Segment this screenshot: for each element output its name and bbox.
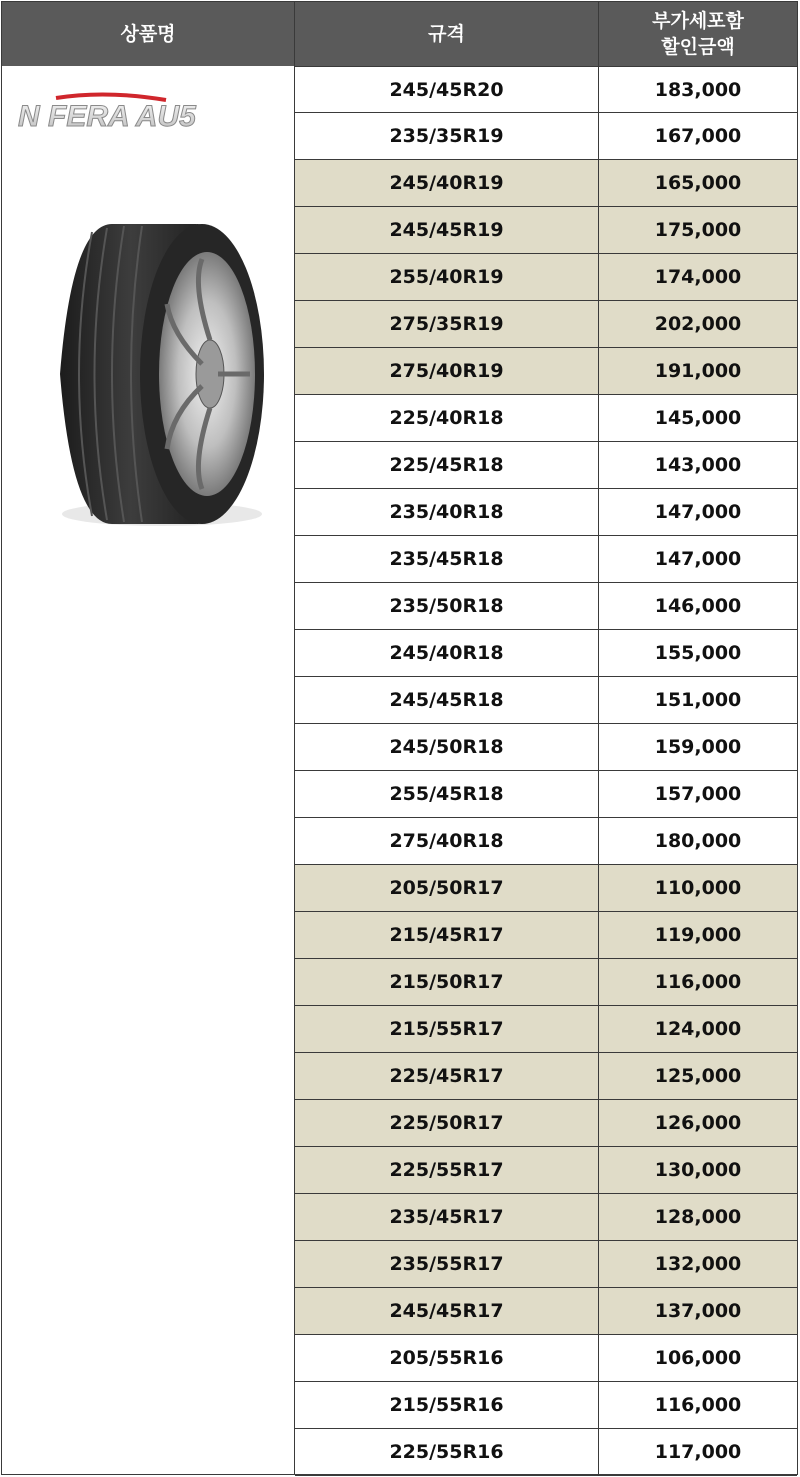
price-cell: 125,000 bbox=[654, 1065, 742, 1087]
price-cell: 174,000 bbox=[654, 266, 742, 288]
price-cell: 132,000 bbox=[654, 1253, 742, 1275]
price-cell: 167,000 bbox=[654, 125, 742, 147]
size-cell: 275/35R19 bbox=[295, 301, 599, 347]
table-row bbox=[295, 630, 797, 677]
size-cell: 225/45R17 bbox=[295, 1053, 599, 1099]
tire-image bbox=[52, 214, 267, 534]
price-cell: 128,000 bbox=[654, 1206, 742, 1228]
price-cell: 116,000 bbox=[654, 1394, 742, 1416]
size-cell: 235/55R17 bbox=[295, 1241, 599, 1287]
price-cell: 157,000 bbox=[654, 783, 742, 805]
size-cell: 275/40R18 bbox=[295, 818, 599, 864]
table-row bbox=[295, 724, 797, 771]
table-row bbox=[295, 1100, 797, 1147]
table-row bbox=[295, 959, 797, 1006]
price-cell: 155,000 bbox=[654, 642, 742, 664]
price-cell: 151,000 bbox=[654, 689, 742, 711]
size-cell: 245/45R19 bbox=[295, 207, 599, 253]
price-table bbox=[1, 1, 798, 1475]
price-cell: 147,000 bbox=[654, 548, 742, 570]
price-cell: 110,000 bbox=[654, 877, 742, 899]
size-cell: 215/55R16 bbox=[295, 1382, 599, 1428]
header-price-line2: 할인금액 bbox=[661, 36, 735, 58]
size-cell: 215/50R17 bbox=[295, 959, 599, 1005]
size-cell: 235/40R18 bbox=[295, 489, 599, 535]
table-row bbox=[295, 1335, 797, 1382]
size-cell: 205/50R17 bbox=[295, 865, 599, 911]
size-cell: 225/55R17 bbox=[295, 1147, 599, 1193]
table-row bbox=[295, 818, 797, 865]
size-cell: 225/45R18 bbox=[295, 442, 599, 488]
price-cell: 124,000 bbox=[654, 1018, 742, 1040]
table-row bbox=[295, 912, 797, 959]
product-cell bbox=[2, 66, 295, 1474]
table-row bbox=[295, 395, 797, 442]
table-row bbox=[295, 1382, 797, 1429]
price-cell: 116,000 bbox=[654, 971, 742, 993]
price-cell: 106,000 bbox=[654, 1347, 742, 1369]
table-row bbox=[295, 1241, 797, 1288]
table-row bbox=[295, 207, 797, 254]
table-row bbox=[295, 113, 797, 160]
header-price bbox=[599, 2, 797, 66]
table-row bbox=[295, 1147, 797, 1194]
price-cell: 147,000 bbox=[654, 501, 742, 523]
size-cell: 235/45R17 bbox=[295, 1194, 599, 1240]
price-cell: 146,000 bbox=[654, 595, 742, 617]
table-row bbox=[295, 442, 797, 489]
price-cell: 137,000 bbox=[654, 1300, 742, 1322]
price-cell: 191,000 bbox=[654, 360, 742, 382]
rows-container bbox=[295, 66, 797, 1476]
price-cell: 119,000 bbox=[654, 924, 742, 946]
size-cell: 245/40R18 bbox=[295, 630, 599, 676]
price-cell: 183,000 bbox=[654, 78, 742, 101]
table-row bbox=[295, 1288, 797, 1335]
price-cell: 202,000 bbox=[654, 313, 742, 335]
table-row bbox=[295, 254, 797, 301]
price-cell: 130,000 bbox=[654, 1159, 742, 1181]
table-row bbox=[295, 677, 797, 724]
size-cell: 255/40R19 bbox=[295, 254, 599, 300]
size-cell: 245/45R20 bbox=[295, 67, 599, 112]
header-price-line1: 부가세포함 bbox=[652, 10, 744, 32]
size-cell: 235/45R18 bbox=[295, 536, 599, 582]
price-cell: 165,000 bbox=[654, 172, 742, 194]
size-cell: 205/55R16 bbox=[295, 1335, 599, 1381]
table-row bbox=[295, 1429, 797, 1476]
table-row bbox=[295, 489, 797, 536]
size-cell: 275/40R19 bbox=[295, 348, 599, 394]
table-row bbox=[295, 66, 797, 113]
size-cell: 215/45R17 bbox=[295, 912, 599, 958]
size-cell: 235/50R18 bbox=[295, 583, 599, 629]
table-row bbox=[295, 1194, 797, 1241]
table-row bbox=[295, 1006, 797, 1053]
table-row bbox=[295, 160, 797, 207]
table-row bbox=[295, 1053, 797, 1100]
price-cell: 143,000 bbox=[654, 454, 742, 476]
size-cell: 235/35R19 bbox=[295, 113, 599, 159]
header-product-name: 상품명 bbox=[2, 2, 295, 66]
price-cell: 159,000 bbox=[654, 736, 742, 758]
size-cell: 245/45R18 bbox=[295, 677, 599, 723]
size-cell: 245/50R18 bbox=[295, 724, 599, 770]
size-cell: 245/45R17 bbox=[295, 1288, 599, 1334]
table-row bbox=[295, 301, 797, 348]
price-cell: 145,000 bbox=[654, 407, 742, 429]
table-header bbox=[2, 2, 797, 66]
size-cell: 255/45R18 bbox=[295, 771, 599, 817]
table-row bbox=[295, 865, 797, 912]
table-row bbox=[295, 348, 797, 395]
size-cell: 215/55R17 bbox=[295, 1006, 599, 1052]
size-cell: 225/40R18 bbox=[295, 395, 599, 441]
table-row bbox=[295, 583, 797, 630]
table-row bbox=[295, 536, 797, 583]
price-cell: 126,000 bbox=[654, 1112, 742, 1134]
size-cell: 225/55R16 bbox=[295, 1429, 599, 1475]
price-cell: 180,000 bbox=[654, 830, 742, 852]
size-cell: 225/50R17 bbox=[295, 1100, 599, 1146]
nfera-au5-logo bbox=[16, 92, 284, 132]
table-row bbox=[295, 771, 797, 818]
price-cell: 175,000 bbox=[654, 219, 742, 241]
header-size: 규격 bbox=[295, 2, 599, 66]
price-cell: 117,000 bbox=[654, 1441, 742, 1463]
size-cell: 245/40R19 bbox=[295, 160, 599, 206]
logo-text: N FERA AU5 bbox=[18, 100, 196, 132]
